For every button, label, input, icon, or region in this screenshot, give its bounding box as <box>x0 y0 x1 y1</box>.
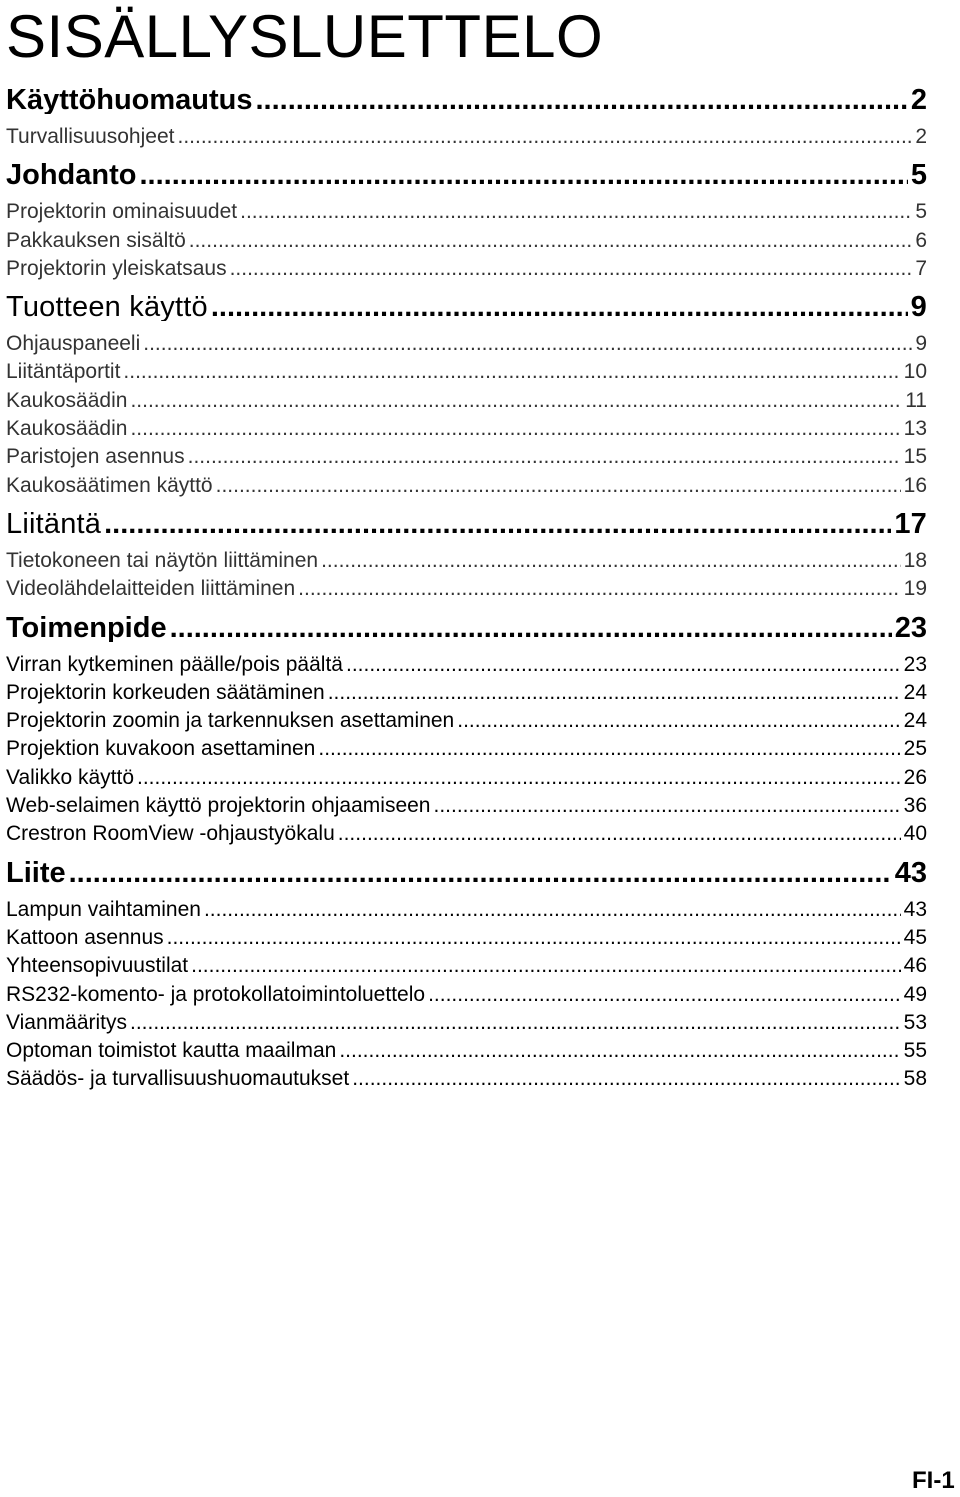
toc-entry-page: 58 <box>903 1067 927 1091</box>
toc-entry[interactable] <box>6 735 927 763</box>
toc-entry[interactable] <box>6 820 927 848</box>
toc-entry-label: Tietokoneen tai näytön liittäminen <box>6 548 319 572</box>
toc-entry-page: 40 <box>903 822 927 846</box>
toc-entry[interactable] <box>6 952 927 980</box>
leader-dots <box>189 227 913 255</box>
leader-dots <box>230 255 913 283</box>
toc-section-page: 5 <box>910 161 927 190</box>
leader-dots <box>434 792 901 820</box>
toc-entry-label: Kattoon asennus <box>6 925 164 949</box>
leader-dots <box>130 387 902 415</box>
toc-entry-label: Kaukosäätimen käyttö <box>6 473 213 497</box>
toc-entry-page: 9 <box>915 332 927 356</box>
toc-entry-label: Videolähdelaitteiden liittäminen <box>6 577 296 601</box>
toc-entry-page: 15 <box>903 445 927 469</box>
toc-section-label: Liite <box>6 858 66 887</box>
leader-dots <box>216 472 901 500</box>
toc-entry-page: 24 <box>903 680 927 704</box>
toc-section-heading[interactable] <box>6 614 927 642</box>
leader-dots <box>318 735 900 763</box>
toc-section-label: Johdanto <box>6 161 137 190</box>
toc-section-heading[interactable] <box>6 859 927 887</box>
toc-section-page: 2 <box>910 86 927 114</box>
toc-entry-label: Vianmääritys <box>6 1010 127 1034</box>
toc-entry[interactable] <box>6 1009 927 1037</box>
leader-dots <box>346 651 901 679</box>
toc-section-heading[interactable] <box>6 293 927 321</box>
toc-entry-label: Valikko käyttö <box>6 765 134 789</box>
toc-entry[interactable] <box>6 1037 927 1065</box>
leader-dots <box>352 1065 900 1093</box>
toc-entry-page: 46 <box>903 954 927 978</box>
toc-entry-label: Projektorin korkeuden säätäminen <box>6 680 325 704</box>
toc-entry[interactable] <box>6 387 927 415</box>
leader-dots <box>256 86 908 114</box>
toc-entry[interactable] <box>6 358 927 386</box>
toc-entry-label: Yhteensopivuustilat <box>6 954 189 978</box>
leader-dots <box>140 161 908 189</box>
toc-entry-page: 18 <box>903 548 927 572</box>
toc-entry-page: 53 <box>903 1010 927 1034</box>
toc-entry-label: RS232-komento- ja protokollatoimintoluettelo <box>6 982 426 1006</box>
toc-entry-page: 55 <box>903 1039 927 1063</box>
leader-dots <box>137 764 901 792</box>
leader-dots <box>211 293 908 321</box>
toc-entry-page: 45 <box>903 925 927 949</box>
toc-entry-page: 49 <box>903 982 927 1006</box>
toc-entry-label: Projektorin zoomin ja tarkennuksen asettaminen <box>6 709 455 733</box>
leader-dots <box>188 443 901 471</box>
toc-entry[interactable] <box>6 924 927 952</box>
leader-dots <box>167 924 901 952</box>
table-of-contents <box>6 86 927 1094</box>
toc-entry-page: 13 <box>903 417 927 441</box>
toc-section-heading[interactable] <box>6 510 927 538</box>
toc-entry[interactable] <box>6 575 927 603</box>
toc-entry[interactable] <box>6 1065 927 1093</box>
toc-entry-page: 26 <box>903 765 927 789</box>
toc-entry-page: 10 <box>903 360 927 384</box>
toc-entry-page: 25 <box>903 737 927 761</box>
toc-entry[interactable] <box>6 764 927 792</box>
toc-section-label: Käyttöhuomautus <box>6 86 253 114</box>
toc-entry-page: 36 <box>903 794 927 818</box>
leader-dots <box>204 896 901 924</box>
toc-entry[interactable] <box>6 443 927 471</box>
leader-dots <box>104 510 891 538</box>
leader-dots <box>130 415 900 443</box>
toc-entry-page: 6 <box>915 228 927 252</box>
page-title: SISÄLLYSLUETTELO <box>6 3 604 70</box>
toc-section-heading[interactable] <box>6 161 927 189</box>
leader-dots <box>240 198 912 226</box>
leader-dots <box>428 981 901 1009</box>
toc-entry-page: 11 <box>905 388 927 412</box>
toc-entry[interactable] <box>6 227 927 255</box>
toc-entry-label: Liitäntäportit <box>6 360 121 384</box>
toc-entry[interactable] <box>6 123 927 151</box>
toc-entry-label: Pakkauksen sisältö <box>6 228 186 252</box>
toc-entry[interactable] <box>6 198 927 226</box>
toc-entry-label: Paristojen asennus <box>6 445 185 469</box>
toc-entry-label: Ohjauspaneeli <box>6 332 141 356</box>
toc-entry-label: Kaukosäädin <box>6 417 128 441</box>
toc-section-page: 9 <box>910 293 927 322</box>
leader-dots <box>170 614 892 642</box>
toc-entry-label: Optoman toimistot kautta maailman <box>6 1039 337 1063</box>
leader-dots <box>177 123 912 151</box>
toc-entry-page: 43 <box>903 897 927 921</box>
toc-section-page: 23 <box>894 613 927 642</box>
toc-entry-page: 19 <box>903 577 927 601</box>
toc-entry-label: Lampun vaihtaminen <box>6 897 201 921</box>
toc-entry[interactable] <box>6 415 927 443</box>
toc-entry-page: 23 <box>903 652 927 676</box>
leader-dots <box>339 1037 900 1065</box>
toc-entry[interactable] <box>6 792 927 820</box>
toc-entry-page: 16 <box>903 473 927 497</box>
toc-entry-label: Projektion kuvakoon asettaminen <box>6 737 316 761</box>
toc-entry[interactable] <box>6 896 927 924</box>
toc-entry[interactable] <box>6 707 927 735</box>
leader-dots <box>457 707 900 735</box>
toc-entry[interactable] <box>6 651 927 679</box>
toc-entry-label: Projektorin yleiskatsaus <box>6 256 227 280</box>
toc-section-page: 43 <box>894 858 927 887</box>
toc-section-label: Toimenpide <box>6 613 167 642</box>
toc-entry[interactable] <box>6 981 927 1009</box>
toc-entry-label: Projektorin ominaisuudet <box>6 200 238 224</box>
toc-entry[interactable] <box>6 472 927 500</box>
toc-entry[interactable] <box>6 679 927 707</box>
leader-dots <box>298 575 900 603</box>
leader-dots <box>123 358 900 386</box>
toc-entry[interactable] <box>6 330 927 358</box>
leader-dots <box>69 859 892 887</box>
toc-entry-page: 5 <box>915 200 927 224</box>
page-number: FI-1 <box>912 1467 955 1494</box>
toc-section-page: 17 <box>894 509 927 538</box>
toc-entry-page: 24 <box>903 709 927 733</box>
toc-entry-label: Turvallisuusohjeet <box>6 125 175 148</box>
leader-dots <box>338 820 901 848</box>
toc-entry[interactable] <box>6 547 927 575</box>
leader-dots <box>143 330 912 358</box>
leader-dots <box>321 547 901 575</box>
toc-entry-label: Kaukosäädin <box>6 388 128 412</box>
leader-dots <box>191 952 901 980</box>
toc-section-label: Tuotteen käyttö <box>6 293 208 322</box>
toc-entry-label: Crestron RoomView -ohjaustyökalu <box>6 822 335 846</box>
toc-entry-label: Virran kytkeminen päälle/pois päältä <box>6 652 343 676</box>
toc-entry[interactable] <box>6 255 927 283</box>
leader-dots <box>130 1009 901 1037</box>
toc-entry-page: 2 <box>915 125 927 148</box>
leader-dots <box>328 679 901 707</box>
toc-entry-label: Säädös- ja turvallisuushuomautukset <box>6 1067 350 1091</box>
toc-section-heading[interactable] <box>6 86 927 114</box>
toc-section-label: Liitäntä <box>6 509 102 538</box>
toc-entry-label: Web-selaimen käyttö projektorin ohjaamiseen <box>6 794 431 818</box>
toc-entry-page: 7 <box>915 256 927 280</box>
